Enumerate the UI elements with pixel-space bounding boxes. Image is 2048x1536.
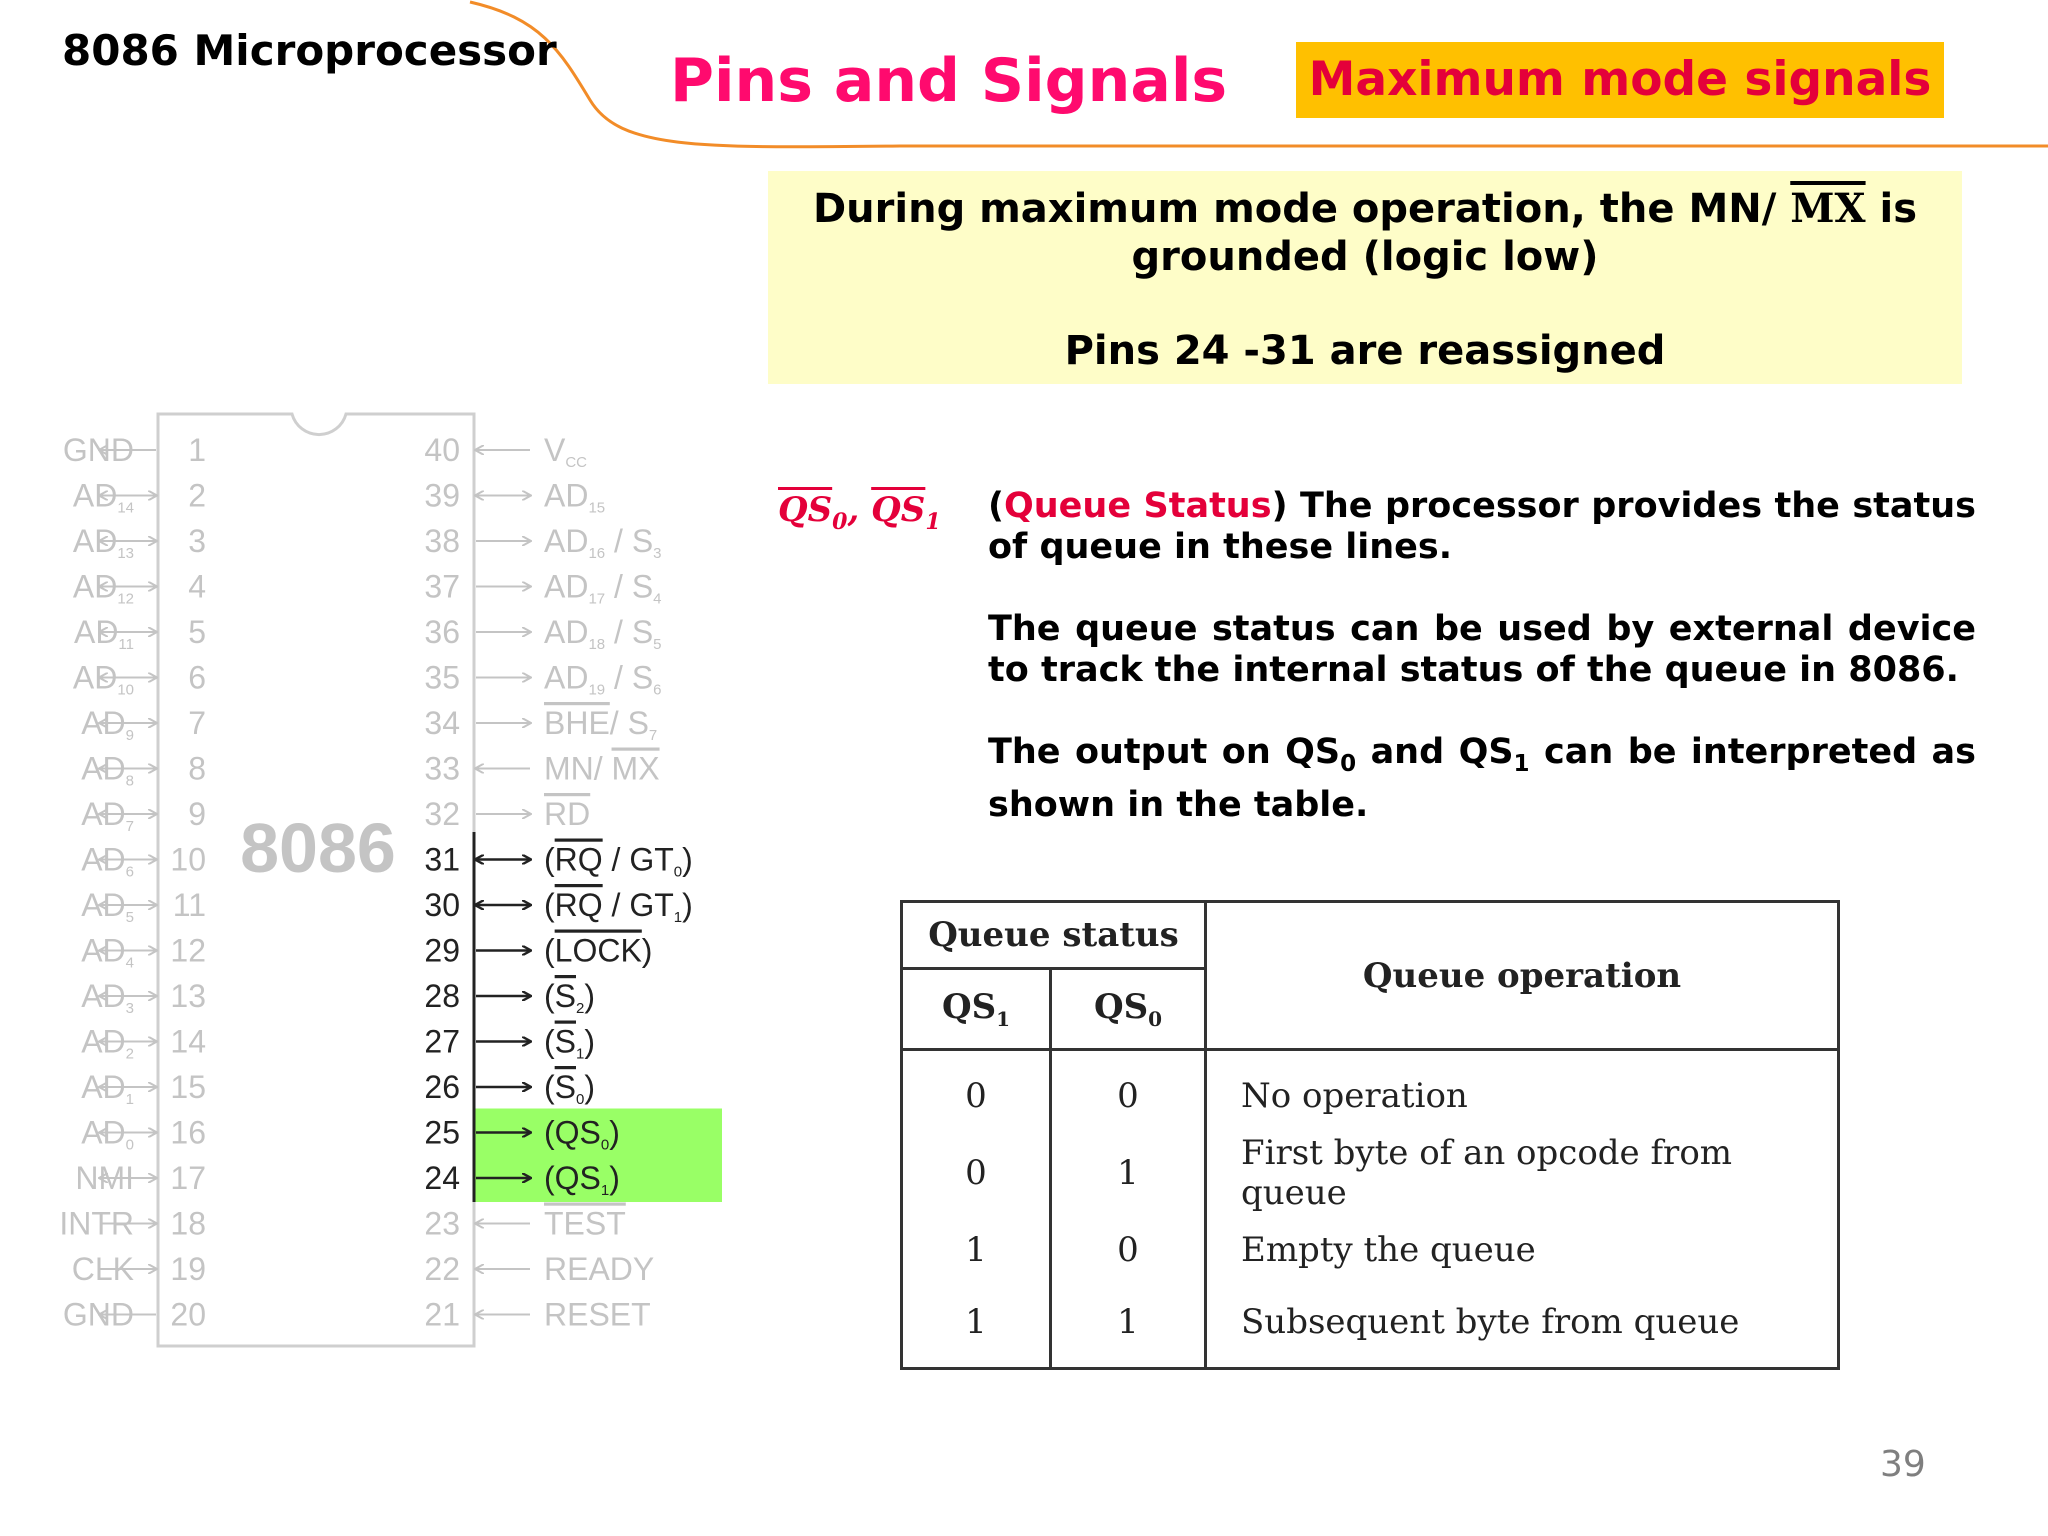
pin-number: 26 [424,1069,460,1105]
pin-number: 29 [424,932,460,969]
pin-number: 13 [170,978,206,1014]
pin-number: 40 [424,432,460,468]
pin-10 [81,842,206,881]
pin-number: 7 [188,705,206,741]
pin-label: INTR [59,1205,134,1242]
operation-cell: First byte of an opcode from queue [1206,1132,1839,1214]
info-line-1-suffix: is [1865,186,1918,232]
pin-number: 10 [170,841,206,878]
pin-label: AD10 [72,659,134,699]
table-row [902,1286,1839,1369]
qs0-header-text: QS [1093,987,1149,1028]
mode-badge: Maximum mode signals [1296,42,1944,118]
desc-paragraph-3 [988,732,1976,826]
operation-cell: No operation [1206,1050,1839,1133]
pin-7 [81,705,206,744]
pin-number: 6 [188,659,206,696]
pin-9 [81,796,206,835]
qs1-header-sub: 1 [996,1006,1011,1031]
queue-operation-header: Queue operation [1206,902,1839,1050]
desc-paragraph-1 [988,486,1976,568]
pin-label: MN/ MX [544,750,660,787]
pin-17 [75,1160,206,1196]
qs0-header-sub: 0 [1148,1006,1163,1031]
qs1-cell: 0 [902,1132,1051,1214]
pin-label: (S1) [544,1023,595,1063]
pin-label: AD3 [81,978,134,1017]
pin-28 [424,978,595,1017]
pin-number: 36 [424,614,460,650]
pin-label: TEST [544,1205,626,1242]
pin-34 [424,705,657,744]
qs0-cell: 0 [1051,1214,1206,1286]
pin-label: (S0) [544,1069,595,1108]
desc-p3-c: can be interpreted as shown in the table. [988,732,1977,825]
desc-paragraph-2: The queue status can be used by external device to track the internal status of the queue in 8086. [988,609,1976,690]
pin-27 [424,1024,595,1063]
slide-number: 39 [1880,1444,1926,1485]
pin-19 [72,1251,206,1287]
qs0-signal: $\overline{QS}$ [778,490,833,530]
pin-label: AD4 [81,932,134,972]
pin-label: RESET [544,1296,651,1333]
pin-label: AD14 [72,477,134,517]
pin-16 [81,1115,206,1154]
pin-15 [81,1069,206,1108]
pin-label: GND [62,1296,134,1333]
pin-number: 33 [424,750,460,787]
qs1-column-header [902,969,1051,1050]
pin-13 [81,978,206,1017]
pin-label: (LOCK) [544,932,653,969]
queue-status-table [900,900,1840,1370]
pin-number: 25 [424,1114,460,1151]
qs1-cell: 1 [902,1214,1051,1286]
pin-number: 17 [170,1160,206,1196]
pin-number: 4 [188,568,206,605]
pin-number: 39 [424,477,460,514]
info-box [768,171,1962,384]
table-row [902,1050,1839,1133]
signal-separator: , [847,490,872,530]
info-line-2: grounded (logic low) [1131,234,1599,280]
pin-label: GND [62,432,134,468]
pin-number: 37 [424,568,460,605]
pin-label: BHE/ S7 [544,705,658,744]
queue-status-term: Queue Status [1004,486,1272,526]
course-title: 8086 Microprocessor [62,26,557,75]
desc-p1-rest: ) The processor provides the status of queue in these lines. [988,486,1976,567]
pin-22 [424,1251,654,1287]
mx-overline-text: $\overline{MX}$ [1790,185,1866,232]
pin-number: 12 [170,932,206,969]
description [988,486,1976,867]
pin-label: CLK [71,1251,134,1287]
table-header-row-1 [902,902,1839,969]
pin-label: (QS1) [544,1160,620,1199]
desc-p3-sub0: 0 [1340,751,1357,777]
pin-number: 3 [188,523,206,559]
pin-label: AD6 [81,841,134,881]
pin-number: 35 [424,659,460,696]
info-line-1-prefix: During maximum mode operation, the MN/ [812,186,1791,232]
pin-11 [81,887,206,926]
pin-14 [81,1024,206,1063]
pin-label: (QS0) [544,1114,620,1154]
qs1-header-text: QS [941,987,997,1028]
pin-label: AD5 [81,887,134,926]
pin-39 [424,478,605,517]
pin-18 [59,1206,206,1242]
pin-29 [424,933,652,969]
pin-number: 38 [424,523,460,559]
pin-label: VCC [544,432,588,471]
pin-37 [424,569,661,608]
desc-p3-a: The output on QS [988,732,1341,772]
pin-12 [81,933,206,972]
pin-label: AD7 [81,796,134,835]
pin-23 [424,1206,625,1242]
pin-38 [424,523,661,562]
pin-number: 34 [424,705,460,741]
pin-number: 18 [170,1205,206,1242]
pin-number: 14 [170,1023,206,1060]
qs1-signal: $\overline{QS}$ [871,490,926,530]
pin-label: AD8 [81,750,134,790]
pin-number: 15 [170,1069,206,1105]
pin-number: 9 [188,796,206,832]
qs1-cell: 1 [902,1286,1051,1369]
pin-number: 31 [424,841,460,878]
signal-label [778,490,941,535]
pin-number: 27 [424,1023,460,1060]
info-line-1 [768,185,1962,233]
pin-32 [424,796,590,832]
pin-8 [81,751,206,790]
pin-number: 30 [424,887,460,923]
pin-40 [424,432,587,471]
pin-number: 19 [170,1251,206,1287]
pin-number: 28 [424,978,460,1014]
desc-p1-open: ( [988,486,1004,526]
pin-36 [424,614,661,653]
qs0-cell: 1 [1051,1286,1206,1369]
pin-20 [63,1297,206,1333]
pin-number: 8 [188,750,206,787]
pin-label: AD13 [72,523,134,562]
pin-label: AD2 [81,1023,134,1063]
pin-label: READY [544,1251,655,1287]
qs1-subscript: 1 [925,508,941,535]
pin-label: AD17 / S4 [544,568,662,608]
queue-status-header: Queue status [902,902,1206,969]
pin-number: 1 [188,432,206,468]
pin-33 [424,751,659,787]
pin-number: 5 [188,614,206,650]
pin-number: 20 [170,1296,206,1333]
pin-label: AD12 [72,568,134,608]
qs0-cell: 0 [1051,1050,1206,1133]
page-title: Pins and Signals [670,46,1228,116]
pin-label: RD [544,796,591,832]
pin-number: 23 [424,1205,460,1242]
table-row [902,1214,1839,1286]
qs0-subscript: 0 [832,508,848,535]
pin-number: 16 [170,1114,206,1151]
pin-number: 32 [424,796,460,832]
pin-label: (S2) [544,978,595,1017]
desc-p3-sub1: 1 [1513,751,1530,777]
pin-26 [424,1069,595,1108]
pin-label: AD11 [73,614,134,653]
pin-label: AD18 / S5 [544,614,662,653]
pin-21 [424,1297,650,1333]
pin-label: AD1 [81,1069,134,1108]
pin-number: 2 [188,477,206,514]
pin-label: AD19 / S6 [544,659,662,699]
pin-label: AD15 [544,477,606,517]
pin-35 [424,660,661,699]
qs1-cell: 0 [902,1050,1051,1133]
pin-label: AD9 [81,705,134,744]
pin-number: 22 [424,1251,460,1287]
pin-label: (RQ / GT1) [544,887,693,926]
pin-label: (RQ / GT0) [544,841,693,881]
info-line-3: Pins 24 -31 are reassigned [1064,328,1666,374]
pin-label: NMI [75,1160,134,1196]
table-row [902,1132,1839,1214]
chip-name: 8086 [240,809,396,887]
pin-label: AD16 / S3 [544,523,662,562]
pin-number: 21 [424,1296,460,1333]
operation-cell: Empty the queue [1206,1214,1839,1286]
desc-p3-b: and QS [1356,732,1514,772]
qs0-column-header [1051,969,1206,1050]
pin-number: 24 [424,1160,460,1196]
qs0-cell: 1 [1051,1132,1206,1214]
pin-diagram [0,410,740,1360]
operation-cell: Subsequent byte from queue [1206,1286,1839,1369]
pin-label: AD0 [81,1114,134,1154]
pin-number: 11 [172,887,206,923]
